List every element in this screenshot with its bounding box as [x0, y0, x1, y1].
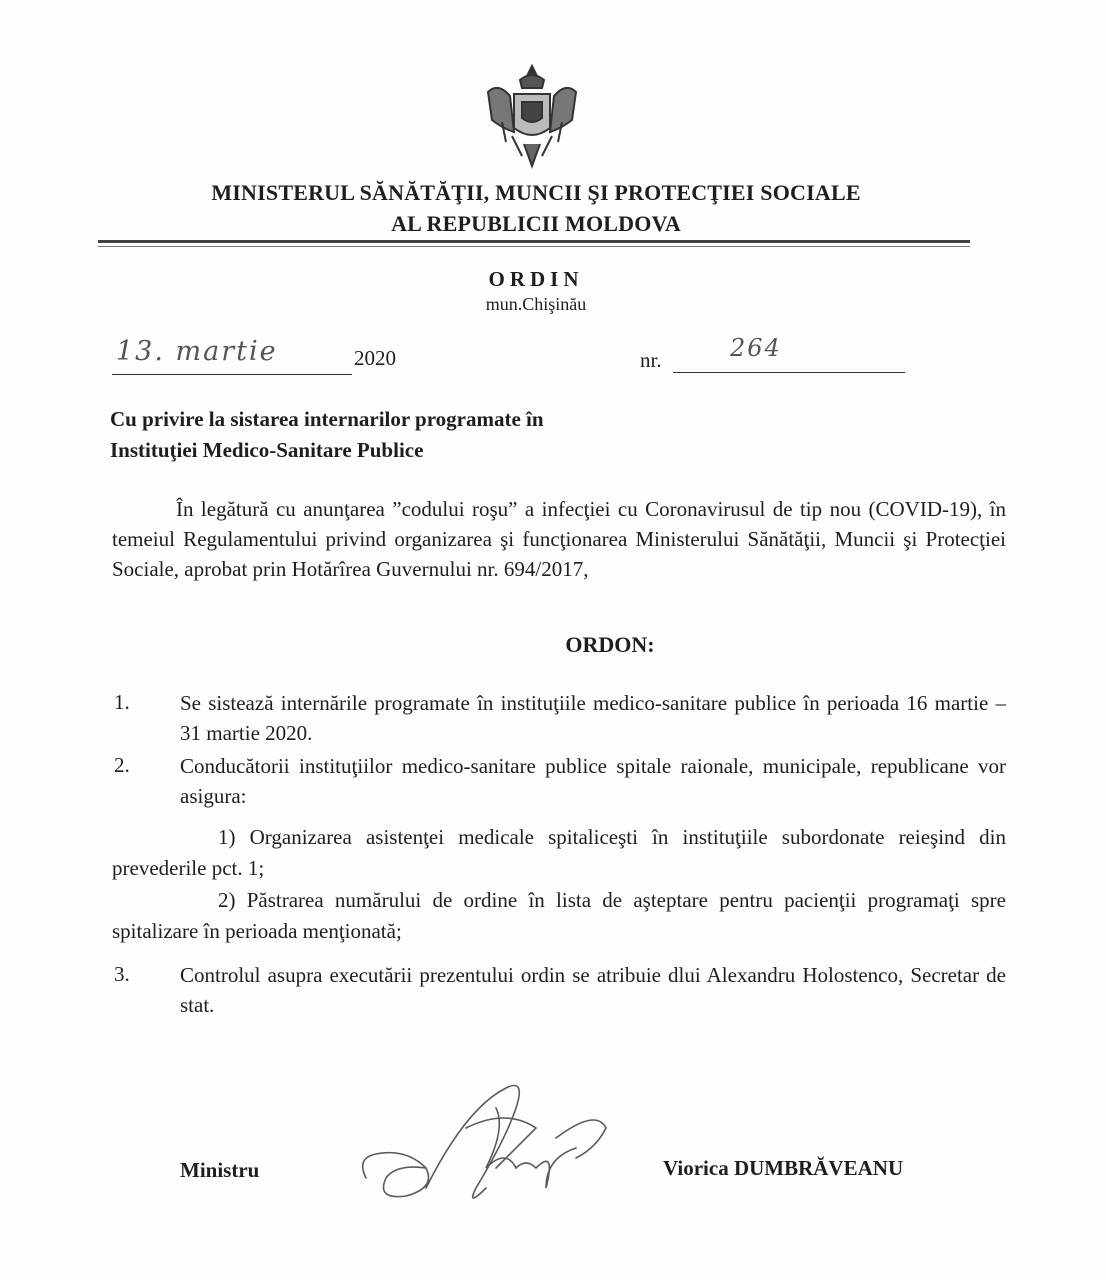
- coat-of-arms-emblem: [484, 62, 580, 174]
- subitem-text: 2) Păstrarea numărului de ordine în lista de aşteptare pentru pacienţii programaţi spre spitalizare în perioada menţionată;: [112, 888, 1006, 943]
- document-type: ORDIN: [488, 267, 584, 291]
- item-text: Controlul asupra executării prezentului ordin se atribuie dlui Alexandru Holostenco, Secretar de stat.: [180, 963, 1006, 1017]
- ministry-name-line1: MINISTERUL SĂNĂTĂŢII, MUNCII ŞI PROTECŢIEI SOCIALE: [211, 180, 861, 205]
- item-text: Conducătorii instituţiilor medico-sanitare publice spitale raionale, municipale, republicane vor asigura:: [180, 754, 1006, 808]
- handwritten-signature: [356, 1068, 626, 1218]
- item-number: 2.: [114, 753, 130, 777]
- header-divider-thin: [98, 246, 970, 247]
- item-number: 3.: [114, 962, 130, 986]
- subitem-text: 1) Organizarea asistenţei medicale spitaliceşti în instituţiile subordonate reieşind din prevederile pct. 1;: [112, 825, 1006, 880]
- header-divider: [98, 240, 970, 243]
- handwritten-number: 264: [730, 334, 782, 362]
- subject-heading: [110, 404, 710, 466]
- subject-line: Instituţiei Medico-Sanitare Publice: [110, 438, 424, 462]
- preamble-paragraph: În legătură cu anunţarea ”codului roşu” a infecţiei cu Coronavirusul de tip nou (COVID-19), în temeiul Regulamentului privind organizarea şi funcţionarea Ministerului Sănătăţii, Muncii şi Protecţiei Sociale, aprobat prin Hotărîrea Guvernului nr. 694/2017,: [112, 497, 1006, 581]
- ministry-name-line2: AL REPUBLICII MOLDOVA: [391, 211, 681, 236]
- document-city: mun.Chişinău: [485, 294, 587, 314]
- item-text: Se sistează internările programate în instituţiile medico-sanitare publice în perioada 16 martie – 31 martie 2020.: [180, 691, 1006, 745]
- item-number: 1.: [114, 690, 130, 714]
- signoff-title: Ministru: [180, 1158, 260, 1182]
- date-year: 2020: [354, 346, 396, 370]
- handwritten-date: 13. martie: [116, 336, 278, 367]
- ordon-heading: ORDON:: [565, 632, 655, 657]
- subject-line: Cu privire la sistarea internarilor programate în: [110, 407, 544, 431]
- number-label: nr.: [640, 348, 662, 372]
- date-underline: [112, 374, 352, 375]
- number-underline: [673, 372, 905, 373]
- signoff-name: Viorica DUMBRĂVEANU: [663, 1156, 904, 1180]
